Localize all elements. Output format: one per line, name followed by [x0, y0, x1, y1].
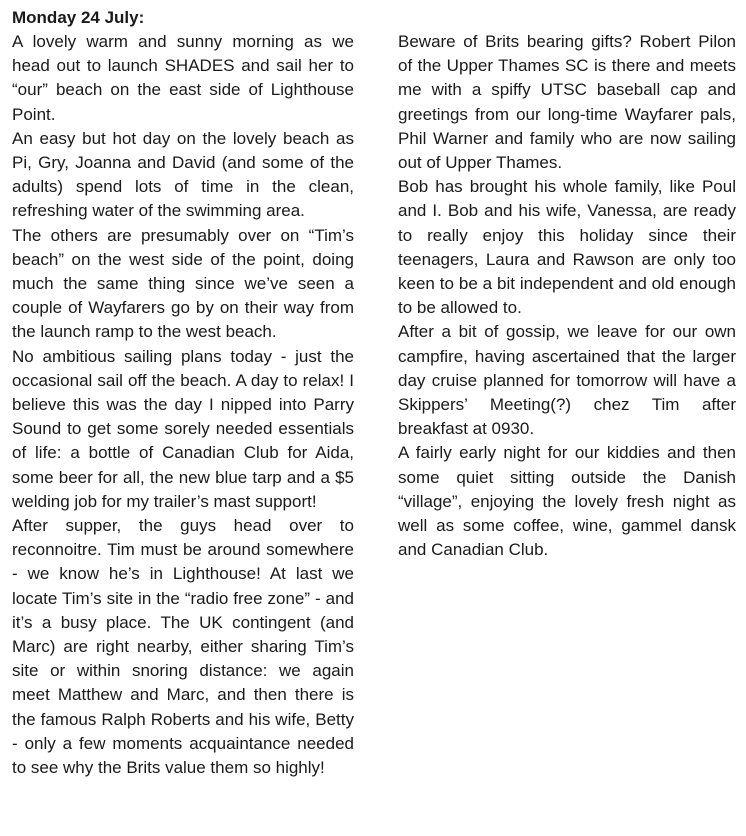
- paragraph-relax: No ambitious sailing plans today - just the occasional sail off the beach. A day to relax! I believe this was the day I nipped into Parry Sound to get some sorely needed essentials of life: a bottle of Canadian Club for Aida, some beer for all, the new blue tarp and a $5 welding job for my trailer’s mast support!: [12, 346, 354, 511]
- left-column: [12, 6, 354, 780]
- paragraph-others: The others are presumably over on “Tim’s beach” on the west side of the point, doing much the same thing since we’ve seen a couple of Wayfarers go by on their way from the launch ramp to the west beach.: [12, 225, 354, 342]
- paragraph-early-night: A fairly early night for our kiddies and then some quiet sitting outside the Danish “village”, enjoying the lovely fresh night as well as some coffee, wine, gammel dansk and Canadian Club.: [398, 443, 736, 560]
- paragraph-brits-gifts: Beware of Brits bearing gifts? Robert Pilon of the Upper Thames SC is there and meets me with a spiffy UTSC baseball cap and greetings from our long-time Wayfarer pals, Phil Warner and family who are now sailing out of Upper Thames.: [398, 32, 736, 173]
- right-column: [398, 30, 736, 562]
- paragraph-after-supper: After supper, the guys head over to reconnoitre. Tim must be around somewhere - we know he’s in Lighthouse! At last we locate Tim’s site in the “radio free zone” - and it’s a busy place. The UK contingent (and Marc) are right nearby, either sharing Tim’s site or within snoring distance: we again meet Matthew and Marc, and then there is the famous Ralph Roberts and his wife, Betty - only a few moments acquaintance needed to see why the Brits value them so highly!: [12, 516, 354, 778]
- paragraph-morning: A lovely warm and sunny morning as we head out to launch SHADES and sail her to “our” beach on the east side of Lighthouse Point.: [12, 32, 354, 124]
- date-heading: Monday 24 July:: [12, 8, 145, 27]
- paragraph-gossip: After a bit of gossip, we leave for our own campfire, having ascertained that the larger day cruise planned for tomorrow will have a Skippers’ Meeting(?) chez Tim after breakfast at 0930.: [398, 322, 736, 439]
- paragraph-bob-family: Bob has brought his whole family, like Poul and I. Bob and his wife, Vanessa, are ready to really enjoy this holiday since their teenagers, Laura and Rawson are only too keen to be a bit independent and old enough to be allowed to.: [398, 177, 736, 318]
- paragraph-beach-day: An easy but hot day on the lovely beach as Pi, Gry, Joanna and David (and some of the adults) spend lots of time in the clean, refreshing water of the swimming area.: [12, 128, 354, 221]
